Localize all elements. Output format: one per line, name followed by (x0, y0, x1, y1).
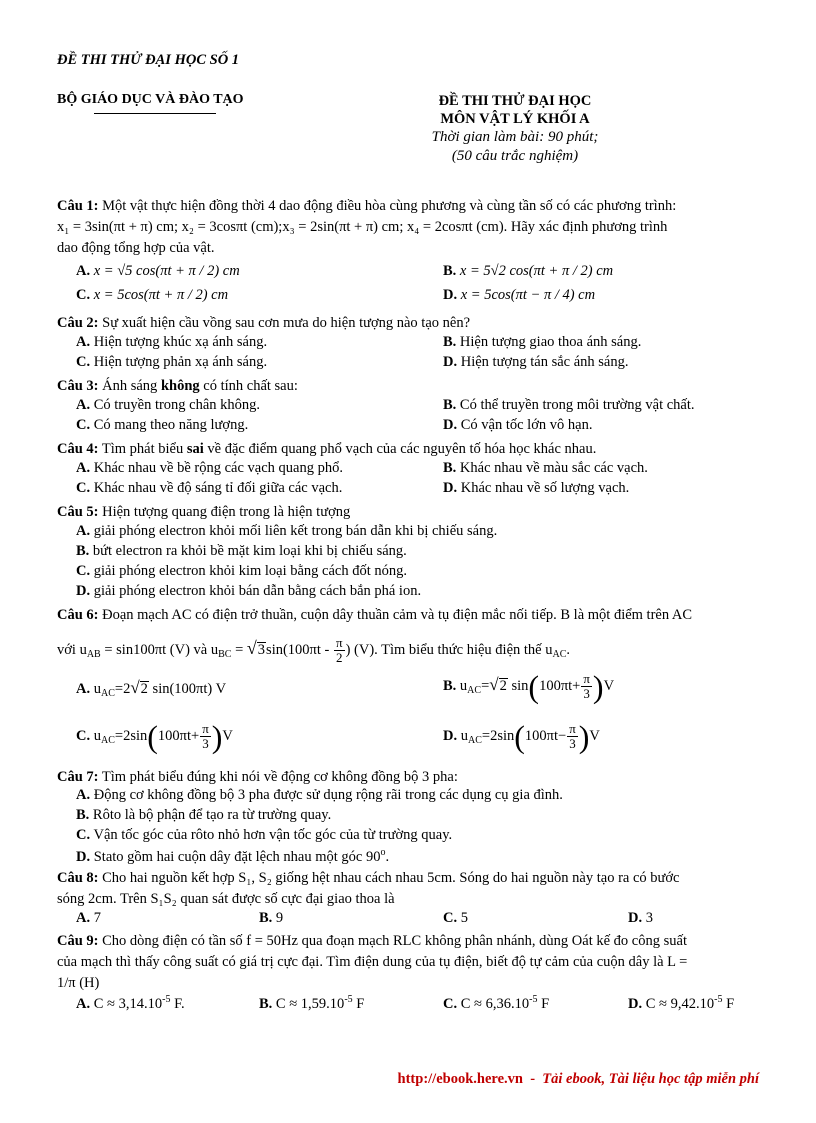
option-text: giải phóng electron khỏi bán dẫn bằng cách bắn phá ion. (93, 583, 422, 599)
option-text: Vận tốc góc của rôto nhỏ hơn vận tốc góc của từ trường quay. (93, 827, 453, 843)
option-letter: C. (76, 827, 91, 843)
q3-option-c[interactable] (76, 417, 248, 434)
q7-option-d[interactable] (76, 847, 389, 866)
question-1 (57, 196, 760, 259)
question-2-label: Câu 2: (57, 315, 99, 331)
question-4-label: Câu 4: (57, 441, 99, 457)
question-4 (57, 439, 760, 460)
option-letter: D. (76, 583, 91, 599)
exam-header (400, 92, 630, 166)
option-text: Có thể truyền trong môi trường vật chất. (459, 397, 695, 413)
option-text: Có vận tốc lớn vô hạn. (460, 417, 593, 433)
option-expr: =2sin (481, 727, 515, 744)
paren-right: ) (211, 718, 223, 755)
fraction (581, 672, 592, 701)
option-text: Hiện tượng giao thoa ánh sáng. (459, 334, 642, 350)
doc-title: ĐỀ THI THỬ ĐẠI HỌC SỐ 1 (57, 52, 240, 68)
option-letter: C. (443, 996, 458, 1012)
option-unit: F (352, 996, 365, 1012)
q1-option-c[interactable] (76, 287, 228, 304)
option-letter: A. (76, 460, 91, 476)
option-sub: AC (467, 684, 482, 696)
question-1-text (57, 196, 760, 217)
option-letter: D. (443, 480, 458, 496)
footer-link[interactable]: http://ebook.here.vn (397, 1071, 523, 1087)
paren-left: ( (147, 718, 158, 755)
option-text: 9 (275, 910, 284, 926)
option-rest: sin (507, 677, 529, 694)
q5-option-c[interactable] (76, 563, 407, 580)
q2-option-c[interactable] (76, 354, 267, 371)
option-text: C ≈ 9,42.10 (645, 996, 715, 1012)
option-expr: =2sin (114, 727, 148, 744)
q4-option-d[interactable] (443, 480, 629, 497)
option-unit: F. (170, 996, 185, 1012)
q3-option-b[interactable] (443, 397, 695, 414)
q9-option-a[interactable] (76, 994, 185, 1013)
fraction-num: π (569, 721, 576, 736)
fraction-num: π (583, 671, 590, 686)
option-letter: A. (76, 681, 91, 697)
q6-radicand: 3 (257, 641, 266, 658)
q8-option-c[interactable] (443, 910, 468, 927)
q4-option-b[interactable] (443, 460, 648, 477)
option-text: C ≈ 3,14.10 (93, 996, 163, 1012)
option-letter: B. (76, 807, 90, 823)
option-text: 7 (93, 910, 101, 926)
q8-option-d[interactable] (628, 910, 653, 927)
q6-sub: AC (552, 648, 567, 660)
q9-line-2: của mạch thì thấy công suất có giá trị cực đại. Tìm điện dung của tụ điện, biết độ tự cảm của cuộn dây là L = (57, 954, 688, 970)
question-7 (57, 767, 760, 788)
q7-option-b[interactable] (76, 807, 331, 824)
option-text: x = √5 cos(πt + π / 2) cm (93, 263, 240, 279)
q6-text: ) (V). Tìm biểu thức hiệu điện thế u (345, 641, 553, 658)
footer-separator: - (522, 1071, 543, 1087)
ministry-name: BỘ GIÁO DỤC VÀ ĐÀO TẠO (57, 92, 244, 107)
q1-option-b[interactable] (443, 263, 613, 280)
q6-text: = (231, 641, 247, 658)
q8-line-1: Cho hai nguồn kết hợp S₁, S₂ giống hệt nhau cách nhau 5cm. Sóng do hai nguồn này tạo ra có bước (98, 870, 680, 886)
q6-option-d[interactable] (443, 718, 600, 755)
q3-option-a[interactable] (76, 397, 260, 414)
option-text: Có mang theo năng lượng. (93, 417, 249, 433)
q6-option-b[interactable] (443, 668, 615, 705)
option-letter: C. (76, 287, 91, 303)
option-unit: F (722, 996, 735, 1012)
option-text: bứt electron ra khỏi bề mặt kim loại khi bị chiếu sáng. (92, 543, 407, 559)
paren-left: ( (514, 718, 525, 755)
option-letter: B. (443, 397, 457, 413)
fraction-den: 2 (336, 650, 343, 665)
exam-time: Thời gian làm bài: 90 phút; (431, 129, 599, 145)
exponent: -5 (714, 994, 723, 1005)
option-letter: A. (76, 996, 91, 1012)
q9-line-1: Cho dòng điện có tần số f = 50Hz qua đoạn mạch RLC không phân nhánh, dùng Oát kế đo công suất (98, 933, 687, 949)
q7-option-a[interactable] (76, 787, 563, 804)
fraction (334, 636, 345, 665)
exam-count: (50 câu trắc nghiệm) (451, 148, 579, 164)
option-letter: C. (76, 727, 91, 744)
option-text: Khác nhau về màu sắc các vạch. (459, 460, 648, 476)
option-text: x = 5√2 cos(πt + π / 2) cm (459, 263, 614, 279)
option-unit: F (537, 996, 550, 1012)
option-inner: 100πt− (524, 727, 567, 744)
option-letter: D. (443, 727, 458, 744)
fraction-den: 3 (569, 736, 576, 751)
option-text: C ≈ 6,36.10 (460, 996, 530, 1012)
question-6-label: Câu 6: (57, 607, 99, 623)
exponent: -5 (529, 994, 538, 1005)
q5-option-d[interactable] (76, 583, 421, 600)
option-sub: AC (100, 688, 115, 699)
option-expr: = (481, 677, 490, 694)
option-letter: A. (76, 523, 91, 539)
q5-option-a[interactable] (76, 523, 497, 540)
paren-right: ) (578, 718, 590, 755)
option-expr: =2 (114, 681, 131, 697)
q3-text-2: có tính chất sau: (199, 378, 298, 394)
option-letter: B. (443, 677, 457, 694)
option-var: u (459, 677, 468, 694)
degree-sup: o (380, 847, 386, 858)
option-letter: D. (76, 849, 91, 865)
fraction-num: π (335, 635, 343, 650)
option-text: Động cơ không đồng bộ 3 pha được sử dụng rộng rãi trong các dụng cụ gia đình. (93, 787, 563, 803)
q6-option-c[interactable] (76, 718, 233, 755)
option-text: Stato gồm hai cuộn dây đặt lệch nhau một góc 90 (93, 849, 381, 865)
option-text: 3 (645, 910, 653, 926)
option-radicand: 2 (499, 677, 507, 694)
question-2 (57, 313, 760, 334)
q3-text-emphasis: không (160, 378, 200, 394)
option-text: Rôto là bộ phận để tạo ra từ trường quay. (92, 807, 332, 823)
option-letter: B. (443, 334, 457, 350)
option-letter: B. (443, 263, 457, 279)
q1-line-1: Một vật thực hiện đồng thời 4 dao động điều hòa cùng phương và cùng tần số có các phương trình: (98, 198, 677, 214)
option-var: u (460, 727, 468, 744)
option-letter: A. (76, 334, 91, 350)
footer-text: Tải ebook, Tài liệu học tập miễn phí (542, 1071, 759, 1087)
q9-option-b[interactable] (259, 994, 364, 1013)
question-9 (57, 931, 760, 994)
option-text: x = 5cos(πt + π / 2) cm (93, 287, 229, 303)
q6-text: . (566, 641, 571, 658)
fraction-num: π (202, 721, 209, 736)
sqrt-symbol: √ (489, 674, 499, 694)
q4-text-1: Tìm phát biểu (98, 441, 187, 457)
q2-option-a[interactable] (76, 334, 267, 351)
q6-line-2 (57, 636, 570, 666)
q6-line-1: Đoạn mạch AC có điện trở thuần, cuộn dây thuần cảm và tụ điện mắc nối tiếp. B là một điểm trên AC (98, 607, 693, 623)
option-letter: B. (76, 543, 90, 559)
q4-text-2: về đặc điểm quang phổ vạch của các nguyên tố hóa học khác nhau. (203, 441, 597, 457)
ministry-underline (94, 113, 216, 114)
question-9-label: Câu 9: (57, 933, 99, 949)
sqrt-symbol: √ (130, 678, 140, 697)
q1-option-d[interactable] (443, 287, 595, 304)
option-letter: A. (76, 910, 91, 926)
option-text: 5 (460, 910, 468, 926)
option-letter: D. (443, 417, 458, 433)
q9-line-1-wrap (57, 931, 760, 952)
q4-option-a[interactable] (76, 460, 343, 477)
exam-subject: MÔN VẬT LÝ KHỐI A (440, 111, 590, 127)
option-letter: A. (76, 787, 91, 803)
q8-option-b[interactable] (259, 910, 283, 927)
option-rest: sin(100πt) V (148, 681, 227, 697)
option-letter: D. (628, 910, 643, 926)
question-8 (57, 868, 760, 910)
q1-line-2: x₁ = 3sin(πt + π) cm; x₂ = 3cosπt (cm);x₃ = 2sin(πt + π) cm; x₄ = 2cosπt (cm). Hãy xác định phương trình (57, 219, 668, 235)
option-unit: V (222, 727, 233, 744)
q4-option-c[interactable] (76, 480, 342, 497)
sqrt-symbol: √ (246, 637, 257, 658)
fraction-den: 3 (583, 686, 590, 701)
option-text: C ≈ 1,59.10 (275, 996, 345, 1012)
option-letter: A. (76, 263, 91, 279)
option-text: Hiện tượng tán sắc ánh sáng. (460, 354, 629, 370)
question-5 (57, 502, 760, 523)
q8-line-2: sóng 2cm. Trên S₁S₂ quan sát được số cực đại giao thoa là (57, 891, 395, 907)
option-text: Có truyền trong chân không. (93, 397, 261, 413)
q7-option-c[interactable] (76, 827, 452, 844)
option-letter: D. (628, 996, 643, 1012)
q1-line-3: dao động tổng hợp của vật. (57, 240, 215, 256)
q2-option-d[interactable] (443, 354, 628, 371)
exponent: -5 (344, 994, 353, 1005)
option-letter: B. (259, 996, 273, 1012)
option-radicand: 2 (140, 681, 148, 697)
option-sub: AC (467, 734, 482, 746)
question-8-label: Câu 8: (57, 870, 99, 886)
option-inner: 100πt+ (157, 727, 200, 744)
question-5-label: Câu 5: (57, 504, 99, 520)
option-sub: AC (100, 734, 115, 746)
option-letter: B. (259, 910, 273, 926)
q3-option-d[interactable] (443, 417, 592, 434)
option-letter: D. (443, 287, 458, 303)
option-text-end: . (385, 849, 390, 865)
q5-option-b[interactable] (76, 543, 407, 560)
q6-option-a[interactable] (76, 678, 226, 699)
option-text: Khác nhau về số lượng vạch. (460, 480, 630, 496)
question-6 (57, 605, 760, 626)
q6-sub: AB (86, 648, 101, 660)
question-1-label: Câu 1: (57, 198, 99, 214)
exam-title: ĐỀ THI THỬ ĐẠI HỌC (438, 93, 592, 109)
paren-left: ( (528, 668, 540, 705)
option-letter: C. (76, 480, 91, 496)
fraction (200, 722, 211, 751)
q9-line-3: 1/π (H) (57, 975, 100, 991)
option-text: Hiện tượng khúc xạ ánh sáng. (93, 334, 268, 350)
q8-line-1-wrap (57, 868, 760, 889)
exponent: -5 (162, 994, 171, 1005)
footer (390, 1054, 759, 1088)
question-3-label: Câu 3: (57, 378, 99, 394)
q6-text: với u (57, 641, 87, 658)
fraction-den: 3 (202, 736, 209, 751)
q9-option-d[interactable] (628, 994, 734, 1013)
q9-option-c[interactable] (443, 994, 549, 1013)
option-text: Hiện tượng phản xạ ánh sáng. (93, 354, 268, 370)
option-unit: V (589, 727, 600, 744)
option-text: Khác nhau về độ sáng tỉ đối giữa các vạch. (93, 480, 343, 496)
option-var: u (93, 681, 101, 697)
option-letter: B. (443, 460, 457, 476)
paren-right: ) (592, 668, 604, 705)
option-inner: 100πt+ (539, 677, 581, 694)
q8-option-a[interactable] (76, 910, 101, 927)
question-5-text: Hiện tượng quang điện trong là hiện tượng (98, 504, 351, 520)
question-7-text: Tìm phát biểu đúng khi nói về động cơ không đồng bộ 3 pha: (98, 769, 458, 785)
option-unit: V (603, 677, 615, 694)
question-7-label: Câu 7: (57, 769, 99, 785)
q2-option-b[interactable] (443, 334, 641, 351)
option-text: Khác nhau về bề rộng các vạch quang phổ. (93, 460, 343, 476)
option-letter: C. (443, 910, 458, 926)
option-text: giải phóng electron khỏi mối liên kết trong bán dẫn khi bị chiếu sáng. (93, 523, 498, 539)
option-letter: C. (76, 417, 91, 433)
q6-text: sin(100πt - (266, 641, 333, 658)
q1-option-a[interactable] (76, 263, 240, 280)
option-text: x = 5cos(πt − π / 4) cm (460, 287, 596, 303)
option-var: u (93, 727, 101, 744)
q6-sub: BC (218, 648, 232, 660)
q6-text: = sin100πt (V) và u (100, 641, 219, 658)
option-letter: C. (76, 354, 91, 370)
q3-text-1: Ánh sáng (98, 378, 161, 394)
q4-text-emphasis: sai (186, 441, 204, 457)
option-text: giải phóng electron khỏi kim loại bằng cách đốt nóng. (93, 563, 408, 579)
question-3 (57, 376, 760, 397)
fraction (567, 722, 578, 751)
option-letter: A. (76, 397, 91, 413)
question-2-text: Sự xuất hiện cầu vồng sau cơn mưa do hiện tượng nào tạo nên? (98, 315, 471, 331)
option-letter: D. (443, 354, 458, 370)
option-letter: C. (76, 563, 91, 579)
